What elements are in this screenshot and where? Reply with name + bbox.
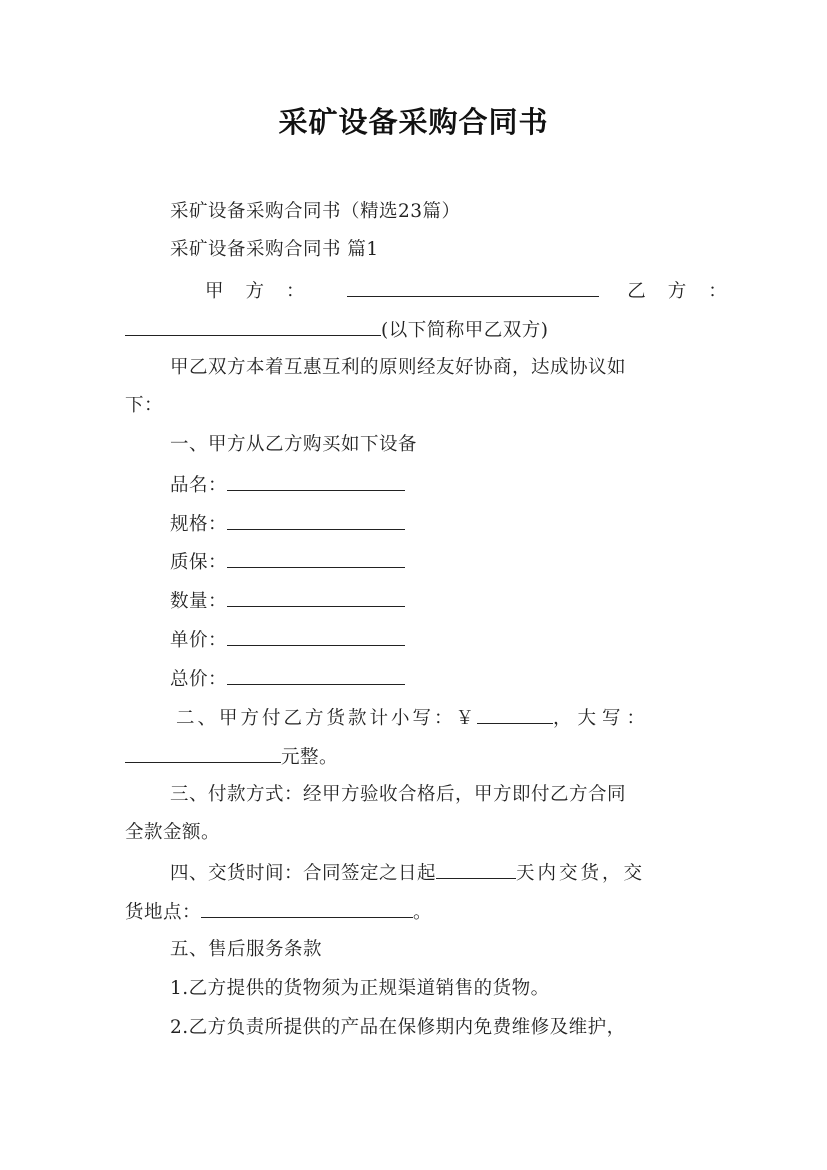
clause5-heading: 五、售后服务条款 [170,939,323,960]
clause2-line-1 [176,704,696,732]
parties-line [205,277,749,305]
field-row [170,471,705,499]
clause1-heading: 一、甲方从乙方购买如下设备 [170,434,418,455]
clause3-line-2: 全款金额。 [125,822,221,843]
clause4-line-2 [125,898,705,926]
field-label: 数量： [170,591,228,612]
field-label: 品名： [170,475,228,496]
field-blank [227,626,405,646]
field-blank [227,510,405,530]
clause5-item-1: 1.乙方提供的货物须为正规渠道销售的货物。 [170,978,550,999]
intro-line-2: 下： [125,395,164,416]
field-blank [227,587,405,607]
delivery-days-blank [436,859,516,879]
field-label: 单价： [170,630,228,651]
field-row [170,548,705,576]
field-row [170,626,705,654]
delivery-place-blank [201,898,413,918]
clause2-part1: 二、甲方付乙方货款计小写：￥ [176,708,478,729]
subtitle: 采矿设备采购合同书（精选23篇） [170,201,461,222]
clause2-line-2 [125,743,705,771]
clause4-line-1 [170,859,705,887]
party-a-label: 甲方： [205,281,327,302]
amount-small-blank [477,704,553,724]
field-label: 质保： [170,552,228,573]
clause4-part4: 。 [413,902,433,923]
clause3-line-1: 三、付款方式：经甲方验收合格后，甲方即付乙方合同 [170,784,627,805]
field-row [170,510,705,538]
clause4-part1: 四、交货时间：合同签定之日起 [170,863,437,884]
field-blank [227,665,405,685]
section-heading: 采矿设备采购合同书 篇1 [170,239,379,260]
parties-note-line [125,316,705,344]
field-row [170,665,705,693]
clause4-part2: 天内交货，交 [516,863,646,884]
clause2-part3: 元整。 [281,747,339,768]
field-blank [227,548,405,568]
parties-note: (以下简称甲乙双方) [381,320,549,341]
party-b-blank [125,316,381,336]
field-row [170,587,705,615]
clause2-part2: ，大写： [553,708,652,729]
field-label: 总价： [170,669,228,690]
field-blank [227,471,405,491]
amount-large-blank [125,743,281,763]
clause4-part3: 货地点： [125,902,202,923]
field-label: 规格： [170,514,228,535]
intro-line-1: 甲乙双方本着互惠互利的原则经友好协商，达成协议如 [170,357,627,378]
party-a-blank [347,277,599,297]
clause5-item-2: 2.乙方负责所提供的产品在保修期内免费维修及维护， [170,1017,626,1038]
document-title: 采矿设备采购合同书 [278,105,549,139]
party-b-label: 乙方： [627,281,749,302]
